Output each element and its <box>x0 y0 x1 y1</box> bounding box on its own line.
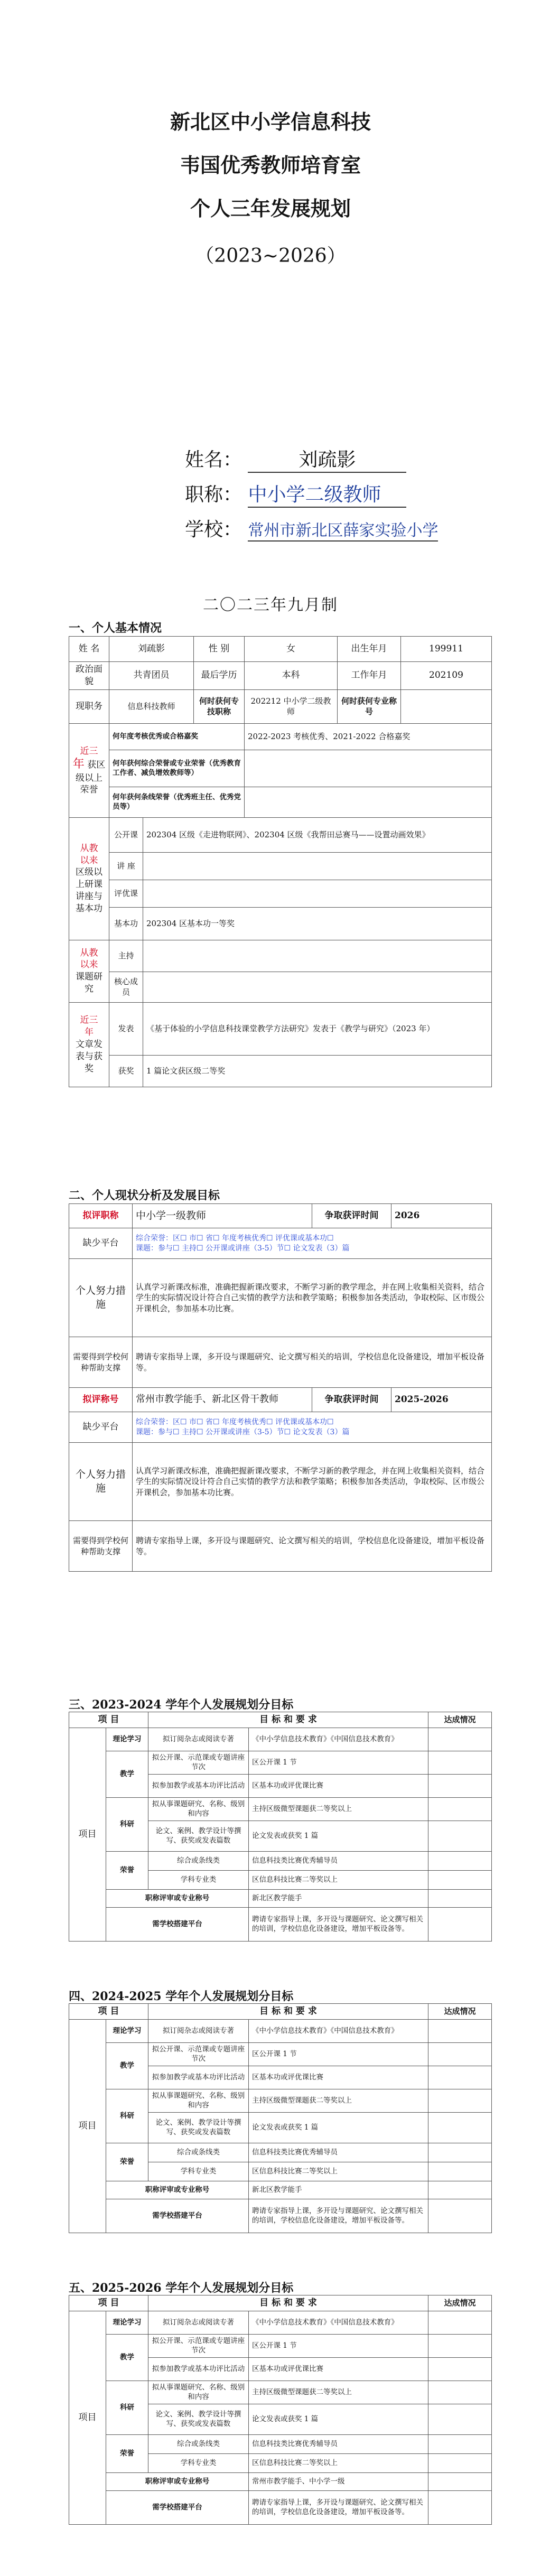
table-row <box>69 1055 492 1087</box>
result-cell <box>428 2334 492 2357</box>
cover-title-line <box>185 480 406 508</box>
result-cell <box>428 2434 492 2453</box>
table-row <box>69 637 492 662</box>
cell: 何年获何综合荣誉或专业荣誉（优秀教育工作者、减负增效教师等） <box>109 750 245 787</box>
cell: 何年度考核优秀或合格嘉奖 <box>109 723 245 750</box>
cell: 何时获何专业称号 <box>338 689 401 723</box>
cover-school-label: 学校： <box>185 519 242 540</box>
basic-info-table <box>69 636 492 1087</box>
requirement-cell: 拟从事课题研究、名称、级别和内容 <box>148 2089 249 2112</box>
requirement-cell: 论文、案例、教学设计等撰写、获奖或发表篇数 <box>148 2112 249 2143</box>
plan-table <box>69 2003 492 2233</box>
cell: 何年获何条线荣誉（优秀班主任、优秀党员等） <box>109 787 245 817</box>
result-cell <box>428 1889 492 1907</box>
table-row <box>69 2295 492 2311</box>
table-row <box>69 2143 492 2162</box>
goal2-gap-label: 缺少平台 <box>69 1412 133 1443</box>
target-cell: 信息科技类比赛优秀辅导员 <box>249 2434 428 2453</box>
category-cell: 科研 <box>106 2381 148 2434</box>
requirement-cell: 论文、案例、教学设计等撰写、获奖或发表篇数 <box>148 2404 249 2434</box>
requirement-cell: 学科专业类 <box>148 2162 249 2181</box>
cell: 核心成员 <box>109 972 143 1002</box>
cover-title-2: 韦国优秀教师培育室 <box>180 154 361 177</box>
goal2-label: 拟评称号 <box>69 1388 133 1412</box>
cover-title-value: 中小学二级教师 <box>248 480 406 508</box>
plan-table <box>69 2295 492 2525</box>
target-cell: 《中小学信息技术教育》《中国信息技术教育》 <box>249 1728 428 1751</box>
category-cell: 科研 <box>106 2089 148 2143</box>
category-cell: 教学 <box>106 2042 148 2089</box>
cell: 最后学历 <box>194 662 245 690</box>
goal1-value: 中小学一级教师 <box>133 1204 312 1228</box>
result-cell <box>428 1774 492 1797</box>
cell: 讲 座 <box>109 852 143 880</box>
result-cell <box>428 2404 492 2434</box>
header-cell: 项 目 <box>69 2004 148 2020</box>
target-cell: 区信息科技比赛二等奖以上 <box>249 2453 428 2472</box>
requirement-cell: 拟订阅杂志或阅读专著 <box>148 2311 249 2334</box>
project-label: 项目 <box>69 2019 106 2233</box>
project-label: 项目 <box>69 1728 106 1941</box>
cell: 现职务 <box>69 689 109 723</box>
cover-title-1: 新北区中小学信息科技 <box>170 110 371 134</box>
section-2-heading: 二、个人现状分析及发展目标 <box>69 1189 220 1202</box>
table-row <box>69 1797 492 1821</box>
category-cell: 理论学习 <box>106 1728 148 1751</box>
target-cell: 新北区教学能手 <box>249 1889 428 1907</box>
header-cell: 目 标 和 要 求 <box>148 1712 428 1728</box>
category-cell: 职称评审或专业称号 <box>106 2181 249 2199</box>
cover-school-line <box>185 515 438 542</box>
cell <box>143 852 492 880</box>
result-cell <box>428 2357 492 2381</box>
goal2-help-label: 需要得到学校何种帮助支撑 <box>69 1521 133 1572</box>
requirement-cell: 综合或条线类 <box>148 1851 249 1870</box>
cell: 姓 名 <box>69 637 109 662</box>
cover-school-value: 常州市新北区薛家实验小学 <box>248 517 438 542</box>
category-cell: 教学 <box>106 1751 148 1797</box>
table-row <box>69 750 492 787</box>
table-row <box>69 1851 492 1870</box>
table-row <box>69 852 492 880</box>
project-side-label: 从教 以来 课题研究 <box>69 940 109 1002</box>
cell: 女 <box>245 637 338 662</box>
paper-side-label: 近三 年 文章发表与获奖 <box>69 1002 109 1087</box>
table-row <box>69 2334 492 2357</box>
table-row <box>69 1412 492 1443</box>
target-cell: 论文发表或获奖 1 篇 <box>249 1821 428 1851</box>
cell: 获奖 <box>109 1055 143 1087</box>
requirement-cell: 拟订阅杂志或阅读专著 <box>148 1728 249 1751</box>
table-row <box>69 2381 492 2404</box>
requirement-cell: 学科专业类 <box>148 2453 249 2472</box>
goal2-gap: 综合荣誉：区☐ 市☐ 省☐ 年度考核优秀☐ 评优课或基本功☐ 课题：参与☐ 主持☐ 公开课或讲座（3-5）节☐ 论文发表（3）篇 <box>133 1412 492 1443</box>
result-cell <box>428 1851 492 1870</box>
table-row <box>69 2004 492 2020</box>
cell: 202212 中小学二级教师 <box>245 689 338 723</box>
cell: 工作年月 <box>338 662 401 690</box>
result-cell <box>428 2490 492 2524</box>
table-row <box>69 2089 492 2112</box>
table-row <box>69 1204 492 1228</box>
table-row <box>69 1728 492 1751</box>
cell: 共青团员 <box>109 662 194 690</box>
target-cell: 常州市教学能手、中小学一级 <box>249 2472 428 2490</box>
goal1-time-label: 争取获评时间 <box>312 1204 391 1228</box>
target-cell: 区基本功或评优课比赛 <box>249 1774 428 1797</box>
goal1-effort-label: 个人努力措施 <box>69 1259 133 1337</box>
goal1-gap-label: 缺少平台 <box>69 1228 133 1259</box>
goal1-time: 2026 <box>391 1204 492 1228</box>
table-row <box>69 787 492 817</box>
target-cell: 信息科技类比赛优秀辅导员 <box>249 1851 428 1870</box>
category-cell: 职称评审或专业称号 <box>106 1889 249 1907</box>
cell: 刘疏影 <box>109 637 194 662</box>
goal2-value: 常州市教学能手、新北区骨干教师 <box>133 1388 312 1412</box>
result-cell <box>428 2381 492 2404</box>
goal2-time-label: 争取获评时间 <box>312 1388 391 1412</box>
goal1-gap: 综合荣誉：区☐ 市☐ 省☐ 年度考核优秀☐ 评优课或基本功☐ 课题：参与☐ 主持☐ 公开课或讲座（3-5）节☐ 论文发表（3）篇 <box>133 1228 492 1259</box>
plan-heading: 四、2024-2025 学年个人发展规划分目标 <box>69 1990 294 2003</box>
result-cell <box>428 2089 492 2112</box>
table-row <box>69 907 492 940</box>
plan-heading: 五、2025-2026 学年个人发展规划分目标 <box>69 2281 294 2295</box>
cell: 2022-2023 考核优秀、2021-2022 合格嘉奖 <box>245 723 492 750</box>
cover-years: （2023~2026） <box>195 245 346 267</box>
table-row <box>69 940 492 972</box>
result-cell <box>428 2453 492 2472</box>
requirement-cell: 拟公开课、示范课或专题讲座节次 <box>148 2042 249 2066</box>
target-cell: 论文发表或获奖 1 篇 <box>249 2404 428 2434</box>
category-cell: 需学校搭建平台 <box>106 2490 249 2524</box>
target-cell: 聘请专家指导上课，多开设与课题研究、论文撰写相关的培训，学校信息化设备建设，增加平板设备等。 <box>249 2199 428 2233</box>
result-cell <box>428 1751 492 1774</box>
requirement-cell: 拟从事课题研究、名称、级别和内容 <box>148 2381 249 2404</box>
lesson-side-label: 从教 以来 区级以上研课讲座与基本功 <box>69 817 109 940</box>
requirement-cell: 拟参加教学或基本功评比活动 <box>148 2066 249 2089</box>
table-row <box>69 817 492 852</box>
table-row <box>69 2199 492 2233</box>
cell: 202304 区级《走进物联网》、202304 区级《我帮田忌赛马——设置动画效果》 <box>143 817 492 852</box>
cell: 基本功 <box>109 907 143 940</box>
cover-title-3: 个人三年发展规划 <box>190 197 351 220</box>
table-row <box>69 1712 492 1728</box>
result-cell <box>428 1870 492 1889</box>
goal1-help: 聘请专家指导上课，多开设与课题研究、论文撰写相关的培训，学校信息化设备建设，增加平板设备等。 <box>133 1337 492 1388</box>
target-cell: 新北区教学能手 <box>249 2181 428 2199</box>
goal2-effort-label: 个人努力措施 <box>69 1443 133 1521</box>
category-cell: 荣誉 <box>106 2434 148 2472</box>
table-row <box>69 1889 492 1907</box>
category-cell: 职称评审或专业称号 <box>106 2472 249 2490</box>
table-row <box>69 1907 492 1941</box>
target-cell: 区信息科技比赛二等奖以上 <box>249 2162 428 2181</box>
requirement-cell: 拟从事课题研究、名称、级别和内容 <box>148 1797 249 1821</box>
header-cell: 达成情况 <box>428 1712 492 1728</box>
cell <box>143 972 492 1002</box>
cell: 1 篇论文获区级二等奖 <box>143 1055 492 1087</box>
cell <box>143 880 492 907</box>
header-cell: 达成情况 <box>428 2004 492 2020</box>
target-cell: 主持区级微型课题获二等奖以上 <box>249 1797 428 1821</box>
requirement-cell: 拟公开课、示范课或专题讲座节次 <box>148 2334 249 2357</box>
target-cell: 《中小学信息技术教育》《中国信息技术教育》 <box>249 2019 428 2042</box>
category-cell: 科研 <box>106 1797 148 1851</box>
plan-heading: 三、2023-2024 学年个人发展规划分目标 <box>69 1698 294 1712</box>
cover-date: 二〇二三年九月制 <box>203 596 338 614</box>
cell: 政治面貌 <box>69 662 109 690</box>
result-cell <box>428 2162 492 2181</box>
table-row <box>69 2181 492 2199</box>
table-row <box>69 2042 492 2066</box>
goal1-effort: 认真学习新课改标准，准确把握新课改要求，不断学习新的教学理念，并在网上收集相关资料，结合学生的实际情况设计符合自己实情的教学方法和教学策略；积极参加各类活动，争取校际、区市级公开课机会，参加基本功比赛。 <box>133 1259 492 1337</box>
cell: 何时获何专技职称 <box>194 689 245 723</box>
section-1-heading: 一、个人基本情况 <box>69 621 162 635</box>
cell: 性 别 <box>194 637 245 662</box>
result-cell <box>428 1821 492 1851</box>
cover-name-line <box>185 445 406 473</box>
result-cell <box>428 2472 492 2490</box>
honor-side-label: 近三 年 获区级以上荣誉 <box>69 723 109 817</box>
target-cell: 区基本功或评优课比赛 <box>249 2066 428 2089</box>
requirement-cell: 拟参加教学或基本功评比活动 <box>148 1774 249 1797</box>
cell: 信息科技教师 <box>109 689 194 723</box>
header-cell: 目 标 和 要 求 <box>148 2295 428 2311</box>
target-cell: 区基本功或评优课比赛 <box>249 2357 428 2381</box>
table-row <box>69 2019 492 2042</box>
result-cell <box>428 2181 492 2199</box>
cell <box>245 787 492 817</box>
requirement-cell: 综合或条线类 <box>148 2434 249 2453</box>
table-row <box>69 1259 492 1337</box>
requirement-cell: 拟订阅杂志或阅读专著 <box>148 2019 249 2042</box>
cell: 评优课 <box>109 880 143 907</box>
category-cell: 荣誉 <box>106 1851 148 1889</box>
target-cell: 区公开课 1 节 <box>249 2334 428 2357</box>
table-row <box>69 662 492 690</box>
requirement-cell: 综合或条线类 <box>148 2143 249 2162</box>
target-cell: 聘请专家指导上课，多开设与课题研究、论文撰写相关的培训，学校信息化设备建设，增加平板设备等。 <box>249 2490 428 2524</box>
target-cell: 聘请专家指导上课，多开设与课题研究、论文撰写相关的培训，学校信息化设备建设，增加平板设备等。 <box>249 1907 428 1941</box>
cell: 《基于体验的小学信息科技课堂教学方法研究》发表于《教学与研究》（2023 年） <box>143 1002 492 1055</box>
cell: 出生年月 <box>338 637 401 662</box>
category-cell: 教学 <box>106 2334 148 2381</box>
result-cell <box>428 2112 492 2143</box>
table-row <box>69 1388 492 1412</box>
category-cell: 理论学习 <box>106 2019 148 2042</box>
category-cell: 荣誉 <box>106 2143 148 2181</box>
cell: 发表 <box>109 1002 143 1055</box>
cell <box>401 689 492 723</box>
goal1-help-label: 需要得到学校何种帮助支撑 <box>69 1337 133 1388</box>
target-cell: 论文发表或获奖 1 篇 <box>249 2112 428 2143</box>
table-row <box>69 1002 492 1055</box>
header-cell: 目 标 和 要 求 <box>148 2004 428 2020</box>
cover-name-label: 姓名： <box>185 449 242 471</box>
header-cell: 项 目 <box>69 1712 148 1728</box>
goals-table <box>69 1203 492 1572</box>
cell: 202304 区基本功一等奖 <box>143 907 492 940</box>
table-row <box>69 689 492 723</box>
table-row <box>69 1751 492 1774</box>
result-cell <box>428 1797 492 1821</box>
header-cell: 达成情况 <box>428 2295 492 2311</box>
target-cell: 信息科技类比赛优秀辅导员 <box>249 2143 428 2162</box>
table-row <box>69 1443 492 1521</box>
result-cell <box>428 2042 492 2066</box>
result-cell <box>428 1728 492 1751</box>
cell <box>143 940 492 972</box>
category-cell: 需学校搭建平台 <box>106 1907 249 1941</box>
cell: 本科 <box>245 662 338 690</box>
goal1-label: 拟评职称 <box>69 1204 133 1228</box>
requirement-cell: 拟参加教学或基本功评比活动 <box>148 2357 249 2381</box>
table-row <box>69 972 492 1002</box>
table-row <box>69 2434 492 2453</box>
goal2-time: 2025-2026 <box>391 1388 492 1412</box>
requirement-cell: 学科专业类 <box>148 1870 249 1889</box>
table-row <box>69 2490 492 2524</box>
table-row <box>69 723 492 750</box>
goal2-effort: 认真学习新课改标准，准确把握新课改要求，不断学习新的教学理念，并在网上收集相关资料，结合学生的实际情况设计符合自己实情的教学方法和教学策略；积极参加各类活动，争取校际、区市级公开课机会，参加基本功比赛。 <box>133 1443 492 1521</box>
category-cell: 需学校搭建平台 <box>106 2199 249 2233</box>
target-cell: 区公开课 1 节 <box>249 1751 428 1774</box>
goal2-help: 聘请专家指导上课，多开设与课题研究、论文撰写相关的培训，学校信息化设备建设，增加平板设备等。 <box>133 1521 492 1572</box>
cell: 主持 <box>109 940 143 972</box>
result-cell <box>428 2199 492 2233</box>
cell <box>245 750 492 787</box>
target-cell: 区信息科技比赛二等奖以上 <box>249 1870 428 1889</box>
result-cell <box>428 2066 492 2089</box>
table-row <box>69 2472 492 2490</box>
cell: 199911 <box>401 637 492 662</box>
cover-name-value: 刘疏影 <box>248 445 406 473</box>
table-row <box>69 2311 492 2334</box>
result-cell <box>428 2143 492 2162</box>
header-cell: 项 目 <box>69 2295 148 2311</box>
project-label: 项目 <box>69 2311 106 2524</box>
target-cell: 区公开课 1 节 <box>249 2042 428 2066</box>
table-row <box>69 1228 492 1259</box>
target-cell: 主持区级微型课题获二等奖以上 <box>249 2381 428 2404</box>
target-cell: 主持区级微型课题获二等奖以上 <box>249 2089 428 2112</box>
table-row <box>69 1521 492 1572</box>
requirement-cell: 论文、案例、教学设计等撰写、获奖或发表篇数 <box>148 1821 249 1851</box>
target-cell: 《中小学信息技术教育》《中国信息技术教育》 <box>249 2311 428 2334</box>
category-cell: 理论学习 <box>106 2311 148 2334</box>
plan-table <box>69 1712 492 1942</box>
table-row <box>69 880 492 907</box>
requirement-cell: 拟公开课、示范课或专题讲座节次 <box>148 1751 249 1774</box>
cell: 公开课 <box>109 817 143 852</box>
cell: 202109 <box>401 662 492 690</box>
cover-title-label: 职称： <box>185 484 242 506</box>
table-row <box>69 1337 492 1388</box>
result-cell <box>428 2311 492 2334</box>
result-cell <box>428 1907 492 1941</box>
result-cell <box>428 2019 492 2042</box>
